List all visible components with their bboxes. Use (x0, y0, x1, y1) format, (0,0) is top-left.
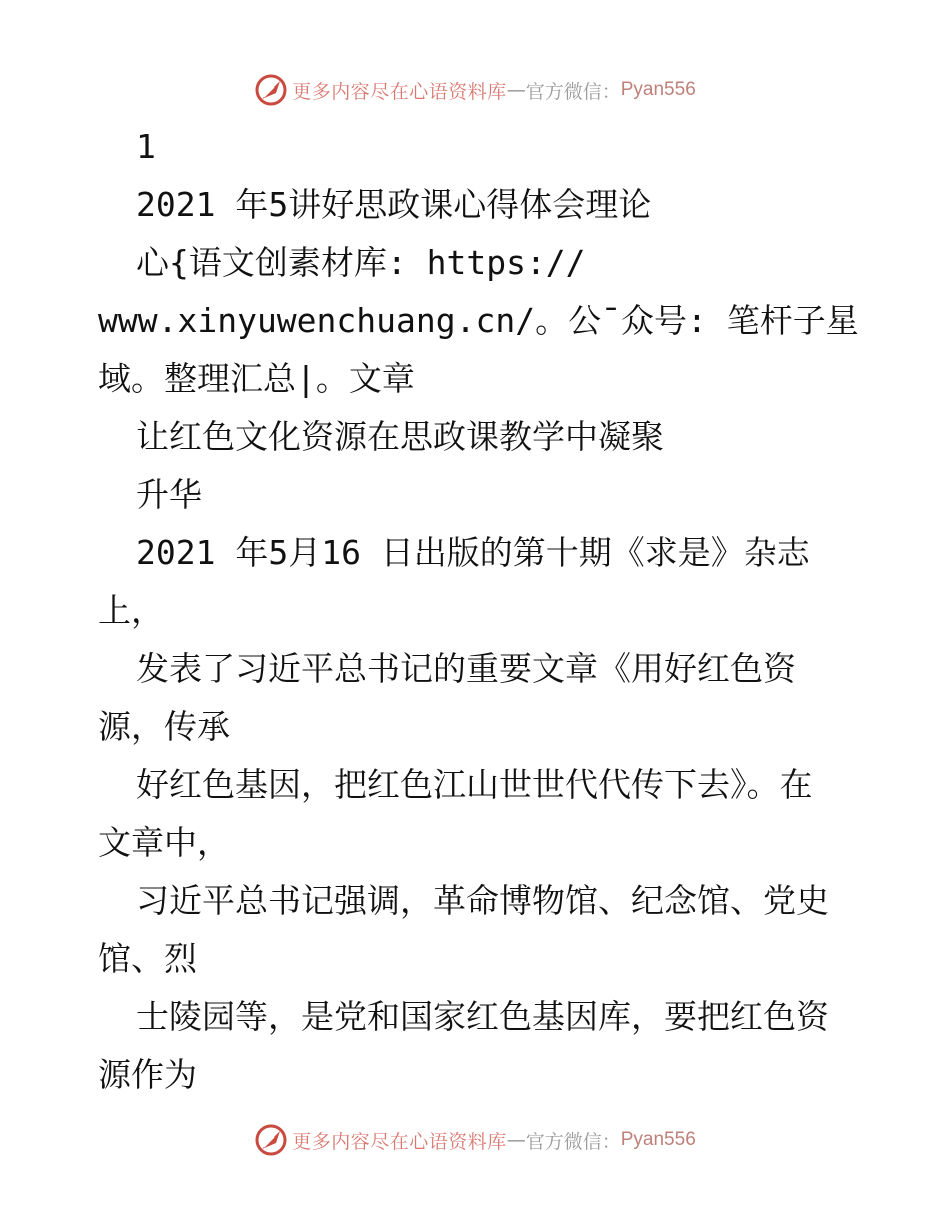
quill-logo-icon (254, 1123, 288, 1157)
watermark-separator: — (506, 1129, 526, 1151)
text-line: 域。整理汇总|。文章 (98, 359, 415, 398)
text-line: www.xinyuwenchuang.cn/。公¯众号: 笔杆子星 (98, 301, 859, 340)
watermark-wechat-label: 官方微信： (525, 80, 621, 103)
text-line: 馆、烈 (98, 939, 197, 978)
text-line: 源作为 (98, 1055, 197, 1094)
text-line: 上， (98, 591, 164, 630)
text-line: 好红色基因，把红色江山世世代代传下去》。在 (136, 765, 813, 804)
quill-logo-icon (254, 73, 288, 107)
text-line: 发表了习近平总书记的重要文章《用好红色资 (136, 649, 796, 688)
text-line: 1 (136, 127, 156, 166)
text-line: 2021 年5讲好思政课心得体会理论 (136, 185, 652, 224)
watermark-wechat-id: Pyan556 (620, 79, 696, 100)
text-line: 习近平总书记强调，革命博物馆、纪念馆、党史 (136, 881, 829, 920)
text-line: 士陵园等，是党和国家红色基因库，要把红色资 (136, 997, 829, 1036)
text-line: 升华 (136, 475, 202, 514)
watermark-footer (0, 1120, 950, 1160)
text-line: 让红色文化资源在思政课教学中凝聚 (136, 417, 664, 456)
watermark-wechat-label: 官方微信： (525, 1130, 621, 1153)
text-line: 源，传承 (98, 707, 230, 746)
watermark-header (0, 70, 950, 110)
watermark-brand: 更多内容尽在心语资料库 (292, 80, 507, 103)
text-line: 2021 年5月16 日出版的第十期《求是》杂志 (136, 533, 810, 572)
watermark-brand: 更多内容尽在心语资料库 (292, 1130, 507, 1153)
watermark-separator: — (506, 79, 526, 101)
watermark-wechat-id: Pyan556 (620, 1129, 696, 1150)
text-line: 心{语文创素材库: https:// (136, 243, 586, 282)
text-line: 文章中， (98, 823, 230, 862)
